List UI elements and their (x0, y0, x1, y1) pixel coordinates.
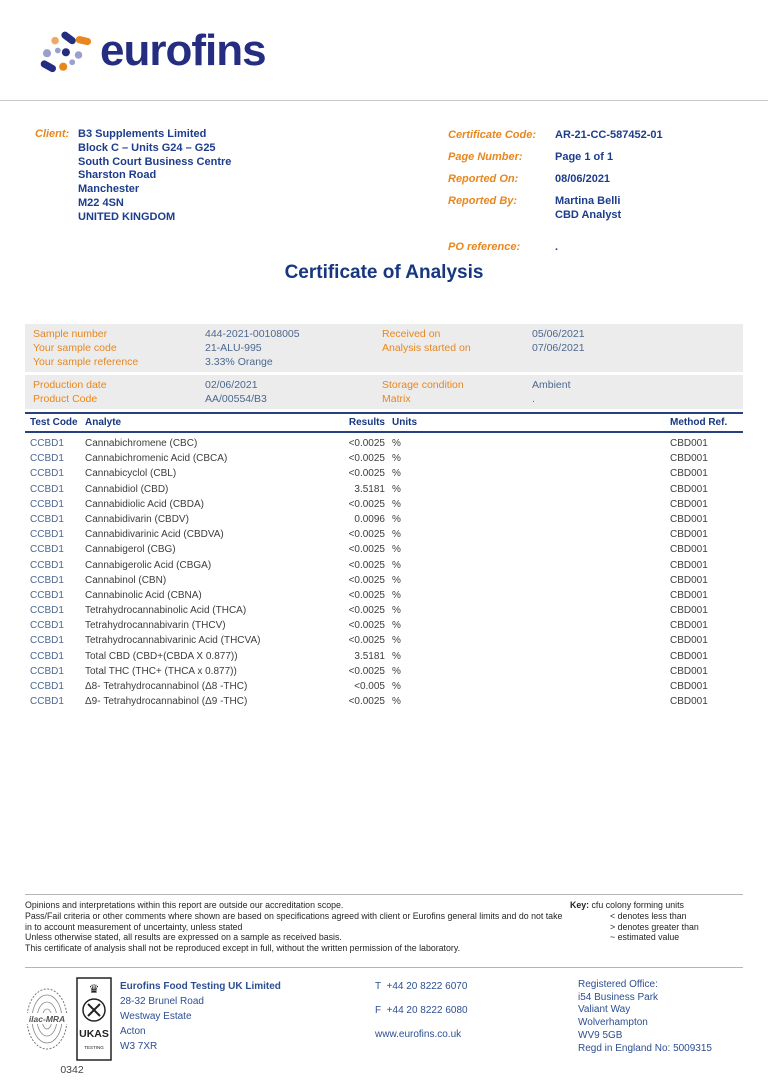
key-items (570, 911, 699, 943)
cell-method: CBD001 (670, 513, 708, 525)
cell-analyte: Cannabicyclol (CBL) (85, 468, 177, 480)
cell-test-code: CCBD1 (30, 438, 64, 449)
sample-info-label: Your sample reference (33, 356, 139, 368)
svg-text:TESTING: TESTING (84, 1045, 104, 1050)
cell-units: % (392, 498, 401, 510)
sample-info-value: 3.33% Orange (205, 356, 273, 368)
cell-result: <0.0025 (348, 468, 385, 480)
cell-method: CBD001 (670, 620, 708, 632)
sample-info-value: AA/00554/B3 (205, 393, 267, 405)
cell-test-code: CCBD1 (30, 468, 64, 480)
cell-analyte: Cannabigerolic Acid (CBGA) (85, 559, 212, 571)
certificate-meta (448, 128, 738, 230)
cell-analyte: Tetrahydrocannabivarinic Acid (THCVA) (85, 635, 261, 647)
cell-test-code: CCBD1 (30, 513, 64, 525)
cell-units: % (392, 468, 401, 480)
sample-info-label: Production date (33, 379, 107, 391)
company-name: Eurofins Food Testing UK Limited (120, 981, 281, 992)
cell-method: CBD001 (670, 453, 708, 465)
meta-row (448, 150, 738, 164)
key-item: < denotes less than (610, 910, 687, 921)
cell-units: % (392, 438, 401, 449)
results-table-header (25, 412, 743, 433)
meta-label: Certificate Code: (448, 129, 537, 141)
registered-office-line: Regd in England No: 5009315 (578, 1042, 712, 1054)
cell-units: % (392, 529, 401, 541)
column-header-results: Results (348, 417, 385, 428)
cell-analyte: Cannabigerol (CBG) (85, 544, 176, 556)
cell-result: <0.0025 (348, 665, 385, 677)
cell-analyte: Δ9- Tetrahydrocannabinol (Δ9 -THC) (85, 696, 248, 708)
cell-test-code: CCBD1 (30, 529, 64, 541)
cell-units: % (392, 589, 401, 601)
sample-info-value: 21-ALU-995 (205, 342, 262, 354)
sample-info-value: Ambient (532, 379, 571, 391)
cell-result: <0.0025 (348, 453, 385, 465)
cell-analyte: Cannabinol (CBN) (85, 574, 167, 586)
eurofins-dots-icon (38, 28, 92, 82)
table-row (25, 679, 743, 694)
cell-analyte: Tetrahydrocannabinolic Acid (THCA) (85, 605, 247, 617)
meta-value: 08/06/2021 (555, 173, 611, 185)
client-address-line: B3 Supplements Limited (78, 128, 207, 140)
column-header-test-code: Test Code (30, 417, 78, 428)
cell-units: % (392, 559, 401, 571)
sample-info-row (25, 327, 743, 341)
registered-office-line: Registered Office: (578, 979, 658, 990)
cell-result: <0.0025 (348, 696, 385, 708)
address-line: Acton (120, 1026, 146, 1037)
cell-result: 0.0096 (354, 513, 385, 525)
cell-test-code: CCBD1 (30, 483, 64, 495)
cell-method: CBD001 (670, 559, 708, 571)
cell-method: CBD001 (670, 574, 708, 586)
cell-units: % (392, 483, 401, 495)
disclaimer-line: Pass/Fail criteria or other comments where shown are based on specifications agreed with client or Eurofins general limits and do not take in to account measurement of uncertainty, unless stated (25, 910, 563, 932)
cell-test-code: CCBD1 (30, 665, 64, 677)
ilac-mra-logo-icon (24, 977, 70, 1061)
sample-info-row (25, 341, 743, 355)
key-label: Key: (570, 900, 590, 910)
cell-analyte: Cannabichromene (CBC) (85, 438, 198, 449)
key-block (570, 900, 699, 943)
table-row (25, 664, 743, 679)
sample-info-row (25, 355, 743, 369)
meta-row (448, 194, 738, 222)
cell-result: <0.0025 (348, 529, 385, 541)
sample-info-value: 02/06/2021 (205, 379, 258, 391)
sample-info-label: Received on (382, 328, 441, 340)
meta-row (448, 128, 738, 142)
cell-result: <0.0025 (348, 498, 385, 510)
contact-line: T +44 20 8222 6070 (375, 981, 468, 992)
client-address-line: South Court Business Centre (78, 155, 232, 168)
cell-method: CBD001 (670, 483, 708, 495)
registered-office-line: Valiant Way (578, 1004, 631, 1016)
sample-info-label (382, 355, 532, 369)
cell-method: CBD001 (670, 544, 708, 556)
po-reference-value: . (555, 241, 559, 253)
cell-method: CBD001 (670, 498, 708, 510)
client-address-line: Sharston Road (78, 169, 157, 182)
client-address-line: UNITED KINGDOM (78, 210, 176, 223)
cell-test-code: CCBD1 (30, 605, 64, 617)
table-row (25, 497, 743, 512)
registered-office-line: i54 Business Park (578, 991, 659, 1003)
meta-label: Reported On: (448, 173, 519, 185)
meta-label: Reported By: (448, 195, 518, 207)
sample-info-row (25, 378, 743, 392)
production-info-band (25, 375, 743, 409)
cell-result: 3.5181 (354, 483, 385, 495)
meta-value: Page 1 of 1 (555, 151, 614, 163)
disclaimer-line: This certificate of analysis shall not be reproduced except in full, without the written permission of the laboratory. (25, 943, 461, 954)
cell-test-code: CCBD1 (30, 696, 64, 708)
sample-info-value: 05/06/2021 (532, 328, 585, 340)
key-intro: cfu colony forming units (591, 900, 684, 910)
eurofins-logo (38, 24, 266, 82)
disclaimer-line: Opinions and interpretations within this report are outside our accreditation scope. (25, 900, 344, 910)
address-line: 28-32 Brunel Road (120, 996, 204, 1007)
table-row (25, 512, 743, 527)
cell-test-code: CCBD1 (30, 544, 64, 556)
cell-test-code: CCBD1 (30, 498, 64, 510)
table-row (25, 542, 743, 557)
cell-test-code: CCBD1 (30, 559, 64, 571)
results-table (25, 412, 743, 709)
cell-analyte: Cannabidivarin (CBDV) (85, 513, 189, 525)
address-line: Westway Estate (120, 1011, 192, 1022)
eurofins-logo-text: eurofins (100, 26, 266, 75)
cell-test-code: CCBD1 (30, 650, 64, 662)
cell-method: CBD001 (670, 681, 708, 692)
contact-line: www.eurofins.co.uk (375, 1029, 462, 1040)
sample-info-row (25, 392, 743, 406)
cell-test-code: CCBD1 (30, 635, 64, 647)
accreditation-logos (24, 977, 112, 1061)
disclaimer-text (25, 900, 565, 954)
cell-test-code: CCBD1 (30, 620, 64, 632)
contact-block (375, 980, 468, 1052)
table-row (25, 436, 743, 451)
cell-analyte: Cannabichromenic Acid (CBCA) (85, 453, 228, 465)
meta-row (448, 172, 738, 186)
client-block (35, 128, 231, 225)
svg-text:♛: ♛ (88, 982, 100, 996)
sample-info-value (532, 355, 743, 369)
cell-units: % (392, 605, 401, 617)
key-item: > denotes greater than (610, 921, 699, 932)
cell-method: CBD001 (670, 438, 708, 449)
meta-value: Martina Belli CBD Analyst (555, 195, 622, 221)
cell-method: CBD001 (670, 650, 708, 662)
key-item: ~ estimated value (610, 932, 680, 943)
cell-test-code: CCBD1 (30, 574, 64, 586)
ukas-testing-logo-icon (76, 977, 112, 1061)
page-title: Certificate of Analysis (284, 262, 484, 283)
key-heading (570, 900, 699, 911)
cell-method: CBD001 (670, 696, 708, 708)
cell-analyte: Cannabidivarinic Acid (CBDVA) (85, 529, 224, 541)
cell-analyte: Cannabinolic Acid (CBNA) (85, 589, 202, 601)
po-reference-row (448, 240, 558, 254)
sample-info-label: Sample number (33, 328, 108, 340)
table-row (25, 482, 743, 497)
table-row (25, 466, 743, 481)
contact-line: F +44 20 8222 6080 (375, 1005, 468, 1016)
cell-units: % (392, 513, 401, 525)
cell-method: CBD001 (670, 605, 708, 617)
sample-info-label: Your sample code (33, 342, 117, 354)
cell-result: <0.0025 (348, 574, 385, 586)
header-divider (0, 100, 768, 101)
cell-result: <0.0025 (348, 438, 385, 449)
cell-units: % (392, 453, 401, 465)
cell-analyte: Total THC (THC+ (THCA x 0.877)) (85, 665, 237, 677)
cell-method: CBD001 (670, 665, 708, 677)
po-reference-label: PO reference: (448, 241, 521, 253)
registered-office-line: Wolverhampton (578, 1017, 648, 1029)
sample-info-label: Analysis started on (382, 342, 471, 354)
table-row (25, 618, 743, 633)
cell-test-code: CCBD1 (30, 681, 64, 692)
table-row (25, 573, 743, 588)
cell-result: <0.0025 (348, 544, 385, 556)
column-header-analyte: Analyte (85, 417, 122, 428)
cell-analyte: Cannabidiolic Acid (CBDA) (85, 498, 204, 510)
cell-analyte: Tetrahydrocannabivarin (THCV) (85, 620, 226, 632)
cell-method: CBD001 (670, 589, 708, 601)
client-address-line: Manchester (78, 183, 140, 196)
cell-method: CBD001 (670, 468, 708, 480)
results-table-body (25, 436, 743, 709)
cell-units: % (392, 635, 401, 647)
table-row (25, 588, 743, 603)
meta-value: AR-21-CC-587452-01 (555, 129, 663, 141)
company-address-lines (120, 994, 281, 1054)
cell-result: <0.005 (354, 681, 385, 692)
table-row (25, 451, 743, 466)
sample-info-band (25, 324, 743, 372)
sample-info-value: 07/06/2021 (532, 342, 585, 354)
cell-test-code: CCBD1 (30, 589, 64, 601)
svg-text:UKAS: UKAS (79, 1028, 109, 1040)
cell-result: <0.0025 (348, 635, 385, 647)
cell-result: <0.0025 (348, 559, 385, 571)
table-row (25, 558, 743, 573)
column-header-units: Units (392, 417, 417, 428)
client-address-line: Block C – Units G24 – G25 (78, 141, 216, 154)
cell-result: <0.0025 (348, 605, 385, 617)
cell-test-code: CCBD1 (30, 453, 64, 465)
svg-text:ilac-MRA: ilac-MRA (28, 1014, 66, 1024)
address-line: W3 7XR (120, 1041, 158, 1052)
meta-label: Page Number: (448, 151, 523, 163)
sample-info-value: . (532, 393, 535, 405)
table-row (25, 603, 743, 618)
cell-analyte: Δ8- Tetrahydrocannabinol (Δ8 -THC) (85, 681, 248, 692)
cell-units: % (392, 544, 401, 556)
table-row (25, 527, 743, 542)
table-row (25, 694, 743, 709)
cell-method: CBD001 (670, 529, 708, 541)
cell-units: % (392, 681, 401, 692)
cell-result: <0.0025 (348, 620, 385, 632)
cell-analyte: Total CBD (CBD+(CBDA X 0.877)) (85, 650, 238, 662)
column-header-method: Method Ref. (670, 417, 728, 428)
accreditation-number: 0342 (60, 1064, 84, 1076)
disclaimer-divider (25, 894, 743, 895)
sample-info-label: Product Code (33, 393, 98, 405)
footer-divider (25, 967, 743, 968)
company-address (120, 979, 281, 1054)
client-address (78, 128, 231, 225)
client-label: Client: (35, 128, 70, 140)
cell-method: CBD001 (670, 635, 708, 647)
cell-units: % (392, 574, 401, 586)
cell-result: <0.0025 (348, 589, 385, 601)
cell-units: % (392, 620, 401, 632)
table-row (25, 633, 743, 648)
disclaimer-line: Unless otherwise stated, all results are expressed on a sample as received basis. (25, 932, 342, 943)
registered-office-line: WV9 5GB (578, 1029, 623, 1041)
sample-info-label: Storage condition (382, 379, 464, 391)
cell-units: % (392, 650, 401, 662)
registered-office-block (578, 979, 712, 1055)
cell-analyte: Cannabidiol (CBD) (85, 483, 169, 495)
sample-info-value: 444-2021-00108005 (205, 328, 300, 340)
cell-units: % (392, 665, 401, 677)
client-address-line: M22 4SN (78, 196, 124, 209)
sample-info-label: Matrix (382, 393, 411, 405)
table-row (25, 649, 743, 664)
cell-units: % (392, 696, 401, 708)
cell-result: 3.5181 (354, 650, 385, 662)
